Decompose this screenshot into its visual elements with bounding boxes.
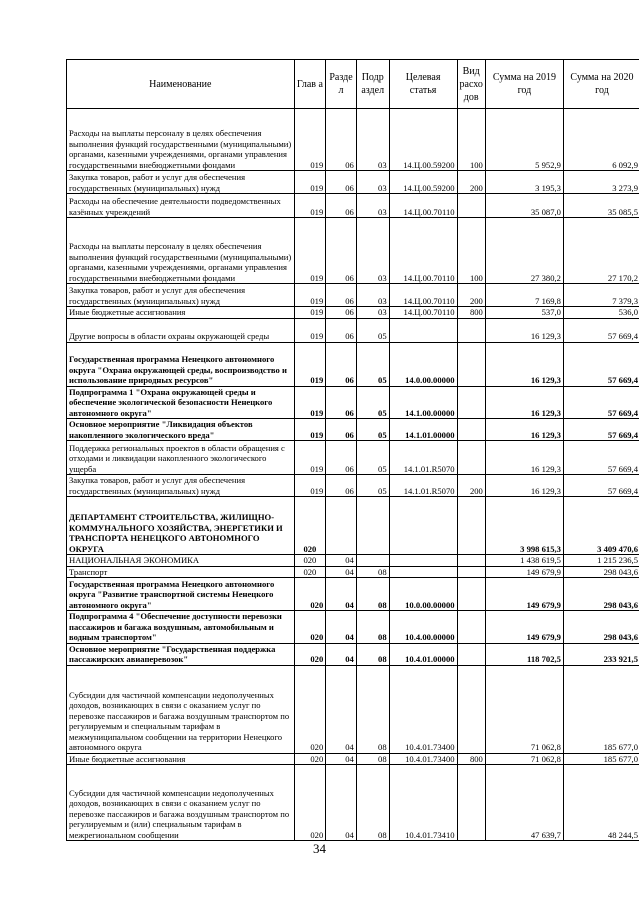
row-razdel: 06	[326, 441, 357, 475]
table-row	[67, 555, 639, 567]
row-glava: 019	[294, 318, 326, 342]
row-sum-2019: 3 998 615,3	[485, 497, 563, 555]
row-vid	[457, 441, 485, 475]
row-name: Государственная программа Ненецкого автономного округа "Развитие транспортной системы Ненецкого автономного округа"	[67, 578, 295, 611]
row-name: НАЦИОНАЛЬНАЯ ЭКОНОМИКА	[67, 555, 295, 567]
row-razdel: 04	[326, 643, 357, 665]
row-sum-2019: 149 679,9	[485, 611, 563, 644]
row-target: 14.1.01.R5070	[389, 441, 457, 475]
row-name: Иные бюджетные ассигнования	[67, 753, 295, 765]
row-razdel: 04	[326, 611, 357, 644]
row-vid	[457, 386, 485, 419]
row-name: Транспорт	[67, 566, 295, 578]
row-target: 14.Ц.00.59200	[389, 109, 457, 171]
table-row	[67, 342, 639, 386]
row-sum-2020: 233 921,5	[563, 643, 639, 665]
row-sum-2019: 71 062,8	[485, 665, 563, 753]
row-vid	[457, 555, 485, 567]
row-podrazdel: 05	[356, 386, 389, 419]
table-row	[67, 611, 639, 644]
row-sum-2019: 16 129,3	[485, 441, 563, 475]
row-razdel: 04	[326, 665, 357, 753]
row-vid	[457, 566, 485, 578]
row-vid	[457, 578, 485, 611]
table-row	[67, 753, 639, 765]
table-row	[67, 578, 639, 611]
row-vid: 800	[457, 307, 485, 319]
row-target: 14.0.00.00000	[389, 342, 457, 386]
header-sum-2019: Сумма на 2019 год	[485, 60, 563, 109]
row-sum-2020: 57 669,4	[563, 419, 639, 441]
row-name: ДЕПАРТАМЕНТ СТРОИТЕЛЬСТВА, ЖИЛИЩНО-КОММУНАЛЬНОГО ХОЗЯЙСТВА, ЭНЕРГЕТИКИ И ТРАНСПОРТА НЕНЕЦКОГО АВТОНОМНОГО ОКРУГА	[67, 497, 295, 555]
row-sum-2019: 149 679,9	[485, 566, 563, 578]
row-name: Государственная программа Ненецкого автономного округа "Охрана окружающей среды, воспроизводство и использование природных ресурсов"	[67, 342, 295, 386]
row-target	[389, 555, 457, 567]
row-sum-2019: 1 438 619,5	[485, 555, 563, 567]
header-razdel: Разде л	[326, 60, 357, 109]
row-name: Основное мероприятие "Ликвидация объектов накопленного экологического вреда"	[67, 419, 295, 441]
row-razdel: 06	[326, 284, 357, 307]
row-sum-2020: 1 215 236,5	[563, 555, 639, 567]
row-vid	[457, 194, 485, 218]
row-glava: 020	[294, 566, 326, 578]
row-target	[389, 318, 457, 342]
row-sum-2019: 16 129,3	[485, 419, 563, 441]
row-razdel: 06	[326, 218, 357, 284]
row-podrazdel: 08	[356, 643, 389, 665]
row-sum-2019: 149 679,9	[485, 578, 563, 611]
row-glava: 019	[294, 307, 326, 319]
row-glava: 019	[294, 475, 326, 497]
row-vid: 200	[457, 171, 485, 194]
row-vid: 200	[457, 475, 485, 497]
row-glava: 019	[294, 218, 326, 284]
row-target: 14.1.00.00000	[389, 386, 457, 419]
row-vid	[457, 497, 485, 555]
row-vid: 800	[457, 753, 485, 765]
table-row	[67, 419, 639, 441]
row-name: Закупка товаров, работ и услуг для обеспечения государственных (муниципальных) нужд	[67, 475, 295, 497]
row-target: 10.4.01.00000	[389, 643, 457, 665]
row-sum-2020: 57 669,4	[563, 475, 639, 497]
row-target: 10.0.00.00000	[389, 578, 457, 611]
row-vid	[457, 318, 485, 342]
row-name: Основное мероприятие "Государственная поддержка пассажирских авиаперевозок"	[67, 643, 295, 665]
row-sum-2020: 298 043,6	[563, 611, 639, 644]
row-target: 10.4.01.73400	[389, 665, 457, 753]
row-vid	[457, 419, 485, 441]
row-target: 14.Ц.00.70110	[389, 307, 457, 319]
table-row	[67, 643, 639, 665]
row-vid: 100	[457, 109, 485, 171]
row-glava: 020	[294, 765, 326, 841]
row-target: 10.4.00.00000	[389, 611, 457, 644]
row-razdel: 06	[326, 419, 357, 441]
row-vid: 200	[457, 284, 485, 307]
row-podrazdel: 05	[356, 441, 389, 475]
row-name: Расходы на выплаты персоналу в целях обеспечения выполнения функций государственными (муниципальными) органами, казенными учреждениями, органами управления государственными внебюджетными фондами	[67, 109, 295, 171]
row-name: Другие вопросы в области охраны окружающей среды	[67, 318, 295, 342]
row-target: 14.Ц.00.59200	[389, 171, 457, 194]
row-vid	[457, 643, 485, 665]
row-razdel: 06	[326, 171, 357, 194]
row-podrazdel: 03	[356, 218, 389, 284]
row-vid	[457, 611, 485, 644]
row-target: 10.4.01.73410	[389, 765, 457, 841]
row-razdel: 06	[326, 386, 357, 419]
row-podrazdel: 08	[356, 611, 389, 644]
row-podrazdel: 05	[356, 475, 389, 497]
row-vid	[457, 665, 485, 753]
row-sum-2019: 27 380,2	[485, 218, 563, 284]
row-glava: 020	[294, 497, 326, 555]
row-glava: 019	[294, 342, 326, 386]
row-sum-2020: 3 409 470,6	[563, 497, 639, 555]
row-target: 14.1.01.00000	[389, 419, 457, 441]
row-razdel: 06	[326, 307, 357, 319]
row-podrazdel: 08	[356, 665, 389, 753]
row-glava: 019	[294, 171, 326, 194]
row-podrazdel: 08	[356, 765, 389, 841]
row-sum-2020: 7 379,3	[563, 284, 639, 307]
row-podrazdel	[356, 555, 389, 567]
header-sum-2020: Сумма на 2020 год	[563, 60, 639, 109]
row-podrazdel: 08	[356, 578, 389, 611]
table-row	[67, 665, 639, 753]
row-sum-2020: 3 273,9	[563, 171, 639, 194]
row-sum-2020: 27 170,2	[563, 218, 639, 284]
row-target: 14.1.01.R5070	[389, 475, 457, 497]
row-podrazdel: 08	[356, 566, 389, 578]
row-sum-2019: 118 702,5	[485, 643, 563, 665]
row-sum-2019: 71 062,8	[485, 753, 563, 765]
header-name: Наименование	[67, 60, 295, 109]
row-target: 14.Ц.00.70110	[389, 194, 457, 218]
row-sum-2019: 537,0	[485, 307, 563, 319]
row-name: Подпрограмма 4 "Обеспечение доступности перевозки пассажиров и багажа воздушным, автомобильным и водным транспортом"	[67, 611, 295, 644]
row-razdel	[326, 497, 357, 555]
row-sum-2019: 16 129,3	[485, 342, 563, 386]
table-row	[67, 307, 639, 319]
row-target: 14.Ц.00.70110	[389, 284, 457, 307]
row-name: Иные бюджетные ассигнования	[67, 307, 295, 319]
row-name: Закупка товаров, работ и услуг для обеспечения государственных (муниципальных) нужд	[67, 171, 295, 194]
row-target: 10.4.01.73400	[389, 753, 457, 765]
row-sum-2020: 35 085,5	[563, 194, 639, 218]
header-target: Целевая статья	[389, 60, 457, 109]
row-glava: 019	[294, 386, 326, 419]
row-glava: 019	[294, 109, 326, 171]
row-sum-2019: 16 129,3	[485, 475, 563, 497]
row-podrazdel	[356, 497, 389, 555]
row-glava: 019	[294, 194, 326, 218]
row-glava: 020	[294, 753, 326, 765]
row-sum-2019: 7 169,8	[485, 284, 563, 307]
header-vid: Вид расхо дов	[457, 60, 485, 109]
row-sum-2020: 298 043,6	[563, 566, 639, 578]
row-razdel: 06	[326, 318, 357, 342]
row-razdel: 04	[326, 555, 357, 567]
row-sum-2020: 57 669,4	[563, 342, 639, 386]
row-name: Расходы на выплаты персоналу в целях обеспечения выполнения функций государственными (муниципальными) органами, казенными учреждениями, органами управления государственными внебюджетными фондами	[67, 218, 295, 284]
row-name: Расходы на обеспечение деятельности подведомственных казённых учреждений	[67, 194, 295, 218]
row-sum-2019: 16 129,3	[485, 386, 563, 419]
row-glava: 020	[294, 578, 326, 611]
row-sum-2019: 5 952,9	[485, 109, 563, 171]
row-podrazdel: 05	[356, 342, 389, 386]
row-sum-2020: 185 677,0	[563, 753, 639, 765]
table-header-row	[67, 60, 639, 109]
row-glava: 020	[294, 665, 326, 753]
row-sum-2019: 35 087,0	[485, 194, 563, 218]
table-row	[67, 497, 639, 555]
page-number: 34	[313, 841, 326, 856]
table-row	[67, 765, 639, 841]
row-sum-2020: 536,0	[563, 307, 639, 319]
row-sum-2020: 57 669,4	[563, 318, 639, 342]
row-razdel: 06	[326, 109, 357, 171]
row-target	[389, 497, 457, 555]
row-podrazdel: 03	[356, 109, 389, 171]
row-razdel: 06	[326, 194, 357, 218]
row-razdel: 04	[326, 566, 357, 578]
row-glava: 019	[294, 284, 326, 307]
row-sum-2019: 3 195,3	[485, 171, 563, 194]
row-glava: 019	[294, 441, 326, 475]
header-glava: Глав а	[294, 60, 326, 109]
row-name: Подпрограмма 1 "Охрана окружающей среды и обеспечение экологической безопасности Ненецкого автономного округа"	[67, 386, 295, 419]
table-row	[67, 109, 639, 171]
row-sum-2019: 47 639,7	[485, 765, 563, 841]
row-glava: 019	[294, 419, 326, 441]
row-sum-2020: 57 669,4	[563, 386, 639, 419]
row-podrazdel: 03	[356, 307, 389, 319]
row-razdel: 04	[326, 765, 357, 841]
table-row	[67, 566, 639, 578]
table-row	[67, 441, 639, 475]
row-podrazdel: 03	[356, 171, 389, 194]
row-podrazdel: 08	[356, 753, 389, 765]
row-podrazdel: 03	[356, 284, 389, 307]
row-razdel: 06	[326, 342, 357, 386]
row-name: Поддержка региональных проектов в области обращения с отходами и ликвидации накопленного экологического ущерба	[67, 441, 295, 475]
table-row	[67, 171, 639, 194]
row-sum-2020: 185 677,0	[563, 665, 639, 753]
row-sum-2020: 48 244,5	[563, 765, 639, 841]
table-row	[67, 386, 639, 419]
row-razdel: 04	[326, 578, 357, 611]
row-podrazdel: 03	[356, 194, 389, 218]
row-podrazdel: 05	[356, 419, 389, 441]
row-name: Субсидии для частичной компенсации недополученных доходов, возникающих в связи с оказанием услуг по перевозке пассажиров и багажа воздушным транспортом по регулируемым и специальным тарифам в межмуниципальном сообщении на территории Ненецкого автономного округа	[67, 665, 295, 753]
row-name: Субсидии для частичной компенсации недополученных доходов, возникающих в связи с оказанием услуг по перевозке пассажиров и багажа воздушным транспортом по регулируемым и (или) специальным тарифам в межрегиональном сообщении	[67, 765, 295, 841]
row-podrazdel: 05	[356, 318, 389, 342]
table-row	[67, 475, 639, 497]
row-name: Закупка товаров, работ и услуг для обеспечения государственных (муниципальных) нужд	[67, 284, 295, 307]
table-row	[67, 194, 639, 218]
row-glava: 020	[294, 611, 326, 644]
row-vid	[457, 765, 485, 841]
row-razdel: 04	[326, 753, 357, 765]
row-vid: 100	[457, 218, 485, 284]
row-target: 14.Ц.00.70110	[389, 218, 457, 284]
row-glava: 020	[294, 555, 326, 567]
row-sum-2020: 57 669,4	[563, 441, 639, 475]
budget-table	[66, 59, 639, 841]
row-sum-2020: 6 092,9	[563, 109, 639, 171]
header-podrazdel: Подр аздел	[356, 60, 389, 109]
row-glava: 020	[294, 643, 326, 665]
row-target	[389, 566, 457, 578]
row-sum-2019: 16 129,3	[485, 318, 563, 342]
table-row	[67, 284, 639, 307]
row-razdel: 06	[326, 475, 357, 497]
row-vid	[457, 342, 485, 386]
row-sum-2020: 298 043,6	[563, 578, 639, 611]
table-row	[67, 318, 639, 342]
table-row	[67, 218, 639, 284]
